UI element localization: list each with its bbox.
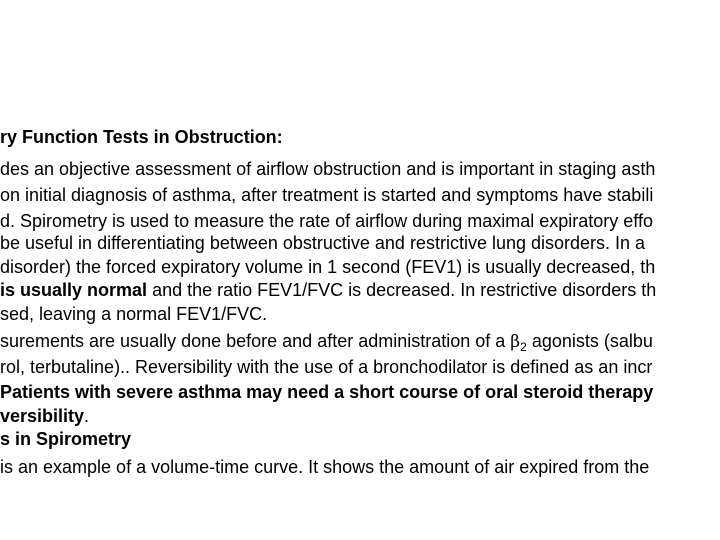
sub-heading: s in Spirometry: [0, 429, 132, 449]
bold-phrase: is usually normal: [0, 280, 148, 300]
text-span: .: [84, 406, 90, 426]
text-span: agonists (salbu: [526, 331, 653, 351]
section-heading: ry Function Tests in Obstruction:: [0, 127, 283, 147]
text-line: [0, 329, 653, 353]
text-line: des an objective assessment of airflow obstruction and is important in staging asth: [0, 159, 656, 179]
beta-symbol: β: [510, 332, 521, 352]
text-span: surements are usually done before and after administration of a: [0, 331, 511, 351]
text-line: on initial diagnosis of asthma, after treatment is started and symptoms have stabili: [0, 185, 654, 205]
text-line: rol, terbutaline).. Reversibility with the use of a bronchodilator is defined as an incr: [0, 357, 653, 377]
text-span: and the ratio FEV1/FVC is decreased. In restrictive disorders th: [147, 280, 657, 300]
bold-phrase: versibility: [0, 406, 85, 426]
bold-text-line: Patients with severe asthma may need a short course of oral steroid therapy: [0, 382, 654, 402]
text-line: [0, 278, 656, 302]
text-line: is an example of a volume-time curve. It shows the amount of air expired from the: [0, 457, 650, 477]
beta-subscript: 2: [520, 340, 527, 354]
text-line: be useful in differentiating between obstructive and restrictive lung disorders. In a: [0, 233, 646, 253]
text-line: sed, leaving a normal FEV1/FVC.: [0, 304, 268, 324]
text-line: d. Spirometry is used to measure the rate of airflow during maximal expiratory effo: [0, 211, 653, 231]
text-line: [0, 404, 89, 428]
text-line: disorder) the forced expiratory volume in 1 second (FEV1) is usually decreased, th: [0, 257, 656, 277]
